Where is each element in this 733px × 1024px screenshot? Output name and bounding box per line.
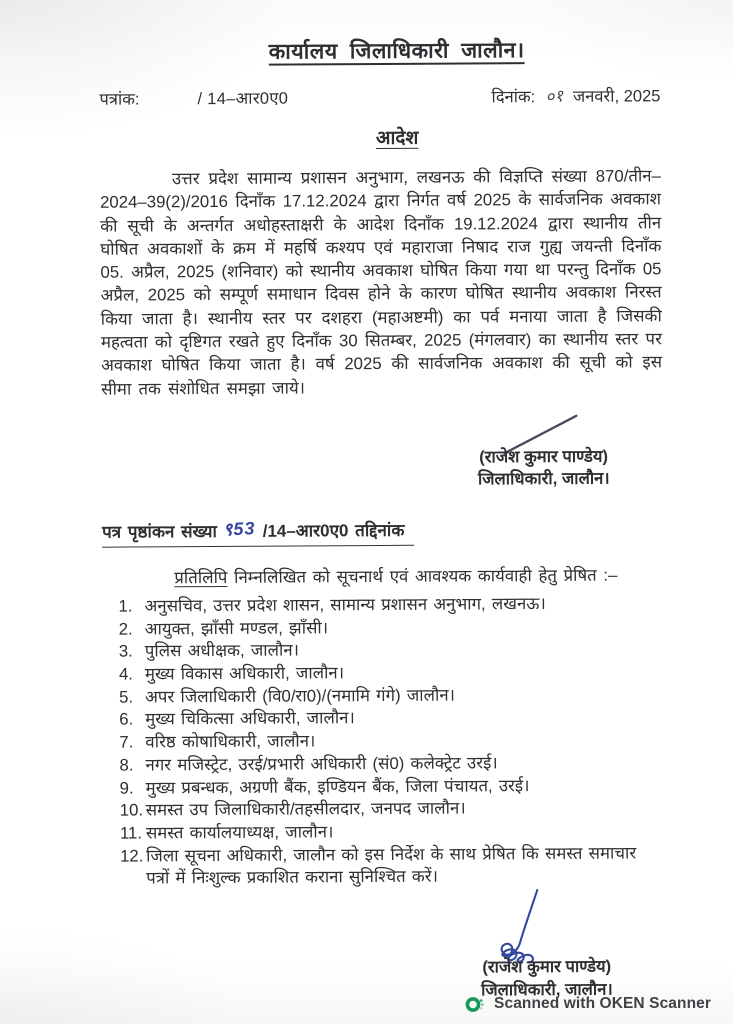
recipient-text: आयुक्त, झाँसी मण्डल, झाँसी। — [144, 618, 329, 639]
recipient-number: 5. — [119, 687, 134, 707]
recipients-list — [102, 592, 665, 891]
recipient-text: अपर जिलाधिकारी (वि0/रा0)/(नमामि गंगे) जालौन। — [145, 685, 456, 707]
recipient-item — [119, 728, 664, 754]
recipient-number: 11. — [119, 823, 143, 843]
recipient-text: समस्त उप जिलाधिकारी/तहसीलदार, जनपद जालौन। — [145, 798, 466, 820]
order-body-paragraph: उत्तर प्रदेश सामान्य प्रशासन अनुभाग, लखनऊ की विज्ञप्ति संख्या 870/तीन–2024–39(2)/2016 दिनाँक 17.12.2024 द्वारा निर्गत वर्ष 2025 के सार्वजनिक अवकाश की सूची के अन्तर्गत अधोहस्ताक्षरी के आदेश दिनाँक 19.12.2024 द्वारा स्थानीय तीन घोषित अवकाशों के क्रम में महर्षि कश्यप एवं महाराजा निषाद राज गुह्य जयन्ती दिनाँक 05. अप्रैल, 2025 (शनिवार) को स्थानीय अवकाश घोषित किया गया था परन्तु दिनाँक 05 अप्रैल, 2025 को सम्पूर्ण समाधान दिवस होने के कारण घोषित स्थानीय अवकाश निरस्त किया जाता है। स्थानीय स्तर पर दशहरा (महाअष्टमी) का पर्व मनाया जाता है जिसकी महत्वता को दृष्टिगत रखते हुए दिनाँक 30 सितम्बर, 2025 (मंगलवार) का स्थानीय स्तर पर अवकाश घोषित किया जाता है। वर्ष 2025 की सार्वजनिक अवकाश की सूची को इस सीमा तक संशोधित समझा जाये। — [100, 166, 663, 399]
recipient-text: मुख्य प्रबन्धक, अग्रणी बैंक, इण्डियन बैंक, जिला पंचायत, उरई। — [145, 775, 530, 798]
recipient-number: 8. — [119, 755, 134, 775]
recipient-item — [119, 683, 664, 709]
recipient-number: 4. — [118, 664, 134, 684]
recipient-number: 2. — [118, 619, 133, 639]
recipient-text: वरिष्ठ कोषाधिकारी, जालौन। — [145, 731, 316, 752]
endorsement-suffix: /14–आर0ए0 तद्दिनांक — [262, 520, 405, 541]
scanner-footer-text: Scanned with OKEN Scanner — [494, 995, 711, 1012]
recipient-number: 9. — [119, 778, 134, 798]
order-heading: आदेश — [375, 127, 419, 150]
recipient-number: 6. — [119, 710, 134, 730]
recipient-text: नगर मजिस्ट्रेट, उरई/प्रभारी अधिकारी (सं0) कलेक्ट्रेट उरई। — [145, 753, 498, 775]
signatory-name: (राजेश कुमार पाण्डेय) — [479, 446, 609, 467]
endorsement-line — [102, 518, 414, 548]
recipient-text: मुख्य विकास अधिकारी, जालौन। — [144, 663, 345, 684]
recipient-item — [120, 842, 665, 891]
endorsement-prefix: पत्र पृष्ठांकन संख्या — [102, 521, 217, 542]
recipient-item — [119, 751, 664, 777]
copy-intro-underlined: प्रतिलिपि — [174, 567, 228, 588]
recipient-text: अनुसचिव, उत्तर प्रदेश शासन, सामान्य प्रशासन अनुभाग, लखनऊ। — [144, 593, 546, 616]
document-content — [99, 34, 666, 1004]
recipient-text: मुख्य चिकित्सा अधिकारी, जालौन। — [145, 708, 355, 729]
date-label: दिनांक: — [491, 88, 536, 107]
oken-scanner-logo-icon — [464, 994, 485, 1015]
copy-intro-line — [102, 562, 663, 588]
recipient-text: पुलिस अधीक्षक, जालौन। — [144, 640, 300, 661]
scanner-footer — [0, 991, 733, 1017]
signature-block-top — [438, 411, 648, 491]
signatory-designation: जिलाधिकारी, जालौन। — [477, 469, 610, 489]
copy-intro-rest: निम्नलिखित को सूचनार्थ एवं आवश्यक कार्यवाही हेतु प्रेषित :– — [227, 565, 618, 587]
date-handwritten-value: ०१ — [544, 86, 564, 107]
date-group — [491, 83, 660, 107]
letter-no-value: / 14–आर0ए0 — [197, 89, 289, 109]
signatory-name: (राजेश कुमार पाण्डेय) — [482, 956, 612, 977]
endorsement-handwritten-number: ९53 — [223, 518, 257, 540]
recipient-number: 1. — [118, 596, 133, 616]
recipient-number: 7. — [119, 732, 134, 752]
recipient-text: समस्त कार्यालयाध्यक्ष, जालौन। — [145, 822, 334, 843]
recipient-item — [120, 819, 665, 845]
recipient-item — [119, 660, 664, 686]
recipient-number: 10. — [119, 800, 144, 820]
signatory-designation: जिलाधिकारी, जालौन। — [480, 979, 613, 1000]
date-value: जनवरी, 2025 — [572, 87, 661, 106]
letter-no-label: पत्रांक: — [99, 90, 140, 109]
recipient-item — [120, 774, 665, 800]
recipient-item — [120, 797, 665, 823]
recipient-item — [119, 615, 664, 641]
recipient-item — [118, 592, 663, 618]
recipient-text: जिला सूचना अधिकारी, जालौन को इस निर्देश के साथ प्रेषित कि समस्त समाचार पत्रों में निःशुल्क प्रकाशित कराना सुनिश्चित करें। — [145, 843, 637, 888]
recipient-item — [119, 638, 664, 664]
letter-meta-row — [99, 83, 660, 109]
office-title: कार्यालय जिलाधिकारी जालौन। — [268, 38, 525, 64]
recipient-number: 3. — [118, 641, 133, 661]
recipient-number: 12. — [119, 846, 144, 866]
recipient-item — [119, 706, 664, 732]
signature-block-bottom — [441, 887, 652, 1001]
